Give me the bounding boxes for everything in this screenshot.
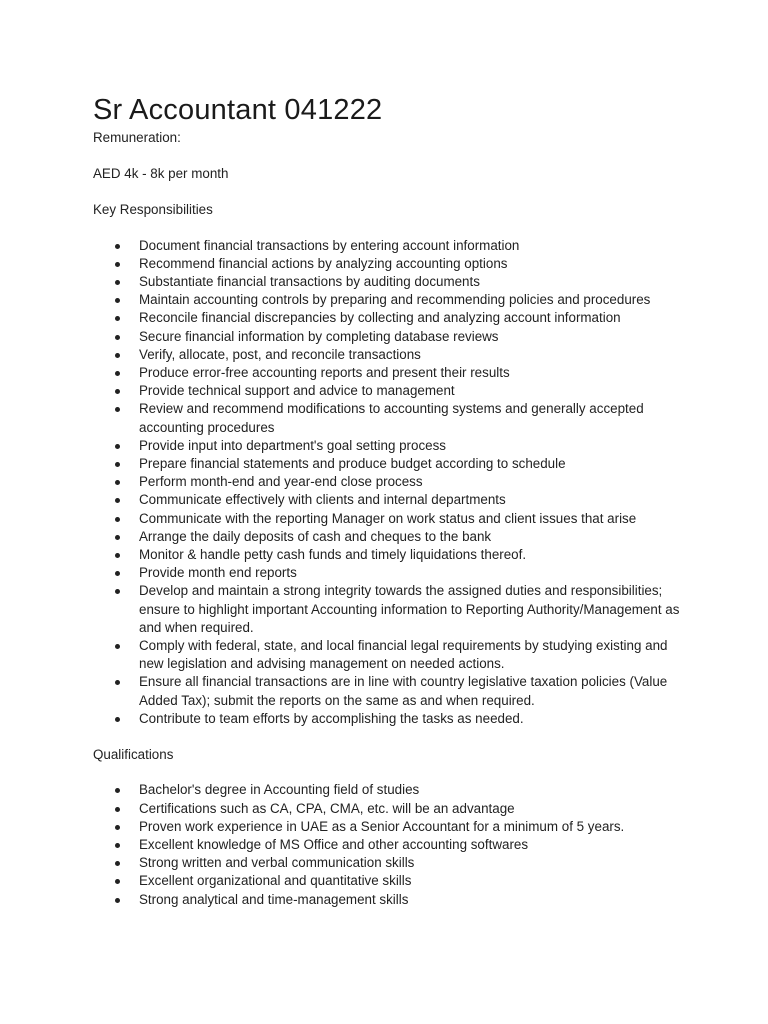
- responsibility-item-text: Develop and maintain a strong integrity towards the assigned duties and responsibilities; ensure to highlight important Accounting information to Reporting Authority/Management as and when required.: [139, 583, 680, 635]
- bullet-icon: [115, 879, 120, 884]
- responsibility-item-text: Reconcile financial discrepancies by collecting and analyzing account information: [139, 310, 621, 326]
- qualification-item-text: Excellent organizational and quantitative skills: [139, 873, 412, 889]
- responsibility-item-text: Verify, allocate, post, and reconcile transactions: [139, 346, 421, 362]
- responsibility-item: [93, 710, 693, 728]
- bullet-icon: [115, 353, 120, 358]
- responsibility-item: [93, 328, 693, 346]
- qualification-item-text: Strong analytical and time-management skills: [139, 891, 409, 907]
- bullet-icon: [115, 535, 120, 540]
- bullet-icon: [115, 788, 120, 793]
- responsibility-item: [93, 528, 693, 546]
- responsibility-item: [93, 382, 693, 400]
- responsibility-item: [93, 273, 693, 291]
- bullet-icon: [115, 861, 120, 866]
- bullet-icon: [115, 717, 120, 722]
- qualification-item-text: Certifications such as CA, CPA, CMA, etc. will be an advantage: [139, 800, 515, 816]
- responsibility-item: [93, 291, 693, 309]
- responsibility-item-text: Provide technical support and advice to management: [139, 383, 455, 399]
- bullet-icon: [115, 335, 120, 340]
- responsibility-item: [93, 637, 693, 673]
- qualifications-heading: Qualifications: [93, 747, 174, 763]
- qualification-item: [93, 891, 693, 909]
- qualification-item: [93, 781, 693, 799]
- responsibility-item-text: Review and recommend modifications to accounting systems and generally accepted accounting procedures: [139, 401, 644, 435]
- responsibility-item: [93, 255, 693, 273]
- responsibility-item: [93, 364, 693, 382]
- qualifications-list: [93, 781, 693, 908]
- responsibility-item: [93, 491, 693, 509]
- bullet-icon: [115, 244, 120, 249]
- responsibility-item: [93, 473, 693, 491]
- bullet-icon: [115, 680, 120, 685]
- bullet-icon: [115, 462, 120, 467]
- qualification-item-text: Bachelor's degree in Accounting field of studies: [139, 782, 420, 798]
- responsibility-item-text: Contribute to team efforts by accomplishing the tasks as needed.: [139, 710, 524, 726]
- responsibility-item-text: Arrange the daily deposits of cash and cheques to the bank: [139, 528, 492, 544]
- responsibility-item-text: Prepare financial statements and produce budget according to schedule: [139, 456, 566, 472]
- qualification-item-text: Excellent knowledge of MS Office and other accounting softwares: [139, 836, 529, 852]
- bullet-icon: [115, 498, 120, 503]
- qualification-item: [93, 836, 693, 854]
- responsibility-item: [93, 582, 693, 637]
- bullet-icon: [115, 898, 120, 903]
- document-page: [93, 92, 693, 909]
- remuneration-value: AED 4k - 8k per month: [93, 166, 229, 182]
- bullet-icon: [115, 517, 120, 522]
- qualification-item: [93, 818, 693, 836]
- bullet-icon: [115, 571, 120, 576]
- qualification-item-text: Proven work experience in UAE as a Senior Accountant for a minimum of 5 years.: [139, 818, 625, 834]
- responsibility-item-text: Communicate with the reporting Manager on work status and client issues that arise: [139, 510, 637, 526]
- qualification-item: [93, 800, 693, 818]
- responsibility-item: [93, 437, 693, 455]
- responsibility-item: [93, 455, 693, 473]
- responsibility-item: [93, 564, 693, 582]
- remuneration-label: Remuneration:: [93, 130, 181, 145]
- responsibility-item-text: Provide month end reports: [139, 565, 297, 581]
- bullet-icon: [115, 807, 120, 812]
- bullet-icon: [115, 843, 120, 848]
- responsibility-item-text: Provide input into department's goal setting process: [139, 437, 446, 453]
- document-title: Sr Accountant 041222: [93, 94, 383, 126]
- responsibility-item-text: Produce error-free accounting reports and present their results: [139, 365, 510, 381]
- responsibility-item-text: Maintain accounting controls by preparing and recommending policies and procedures: [139, 292, 651, 308]
- responsibility-item: [93, 510, 693, 528]
- bullet-icon: [115, 316, 120, 321]
- responsibility-item: [93, 546, 693, 564]
- qualification-item: [93, 872, 693, 890]
- bullet-icon: [115, 407, 120, 412]
- responsibility-item-text: Recommend financial actions by analyzing accounting options: [139, 255, 508, 271]
- responsibility-item-text: Perform month-end and year-end close process: [139, 474, 423, 490]
- responsibility-item-text: Communicate effectively with clients and internal departments: [139, 492, 506, 508]
- responsibilities-heading: Key Responsibilities: [93, 202, 213, 218]
- bullet-icon: [115, 298, 120, 303]
- bullet-icon: [115, 553, 120, 558]
- responsibility-item-text: Monitor & handle petty cash funds and timely liquidations thereof.: [139, 547, 527, 563]
- bullet-icon: [115, 444, 120, 449]
- responsibility-item: [93, 346, 693, 364]
- bullet-icon: [115, 371, 120, 376]
- bullet-icon: [115, 262, 120, 267]
- bullet-icon: [115, 389, 120, 394]
- responsibility-item-text: Secure financial information by completing database reviews: [139, 328, 499, 344]
- bullet-icon: [115, 280, 120, 285]
- responsibility-item-text: Comply with federal, state, and local financial legal requirements by studying existing and new legislation and advising management on needed actions.: [139, 638, 668, 672]
- qualification-item: [93, 854, 693, 872]
- bullet-icon: [115, 825, 120, 830]
- responsibility-item-text: Ensure all financial transactions are in line with country legislative taxation policies (Value Added Tax); submit the reports on the same as and when required.: [139, 674, 668, 708]
- responsibility-item: [93, 400, 693, 436]
- bullet-icon: [115, 480, 120, 485]
- bullet-icon: [115, 589, 120, 594]
- responsibility-item-text: Substantiate financial transactions by auditing documents: [139, 274, 480, 290]
- qualification-item-text: Strong written and verbal communication skills: [139, 855, 415, 871]
- responsibility-item: [93, 309, 693, 327]
- responsibility-item-text: Document financial transactions by entering account information: [139, 237, 520, 253]
- responsibility-item: [93, 673, 693, 709]
- responsibility-item: [93, 237, 693, 255]
- responsibilities-list: [93, 237, 693, 728]
- bullet-icon: [115, 644, 120, 649]
